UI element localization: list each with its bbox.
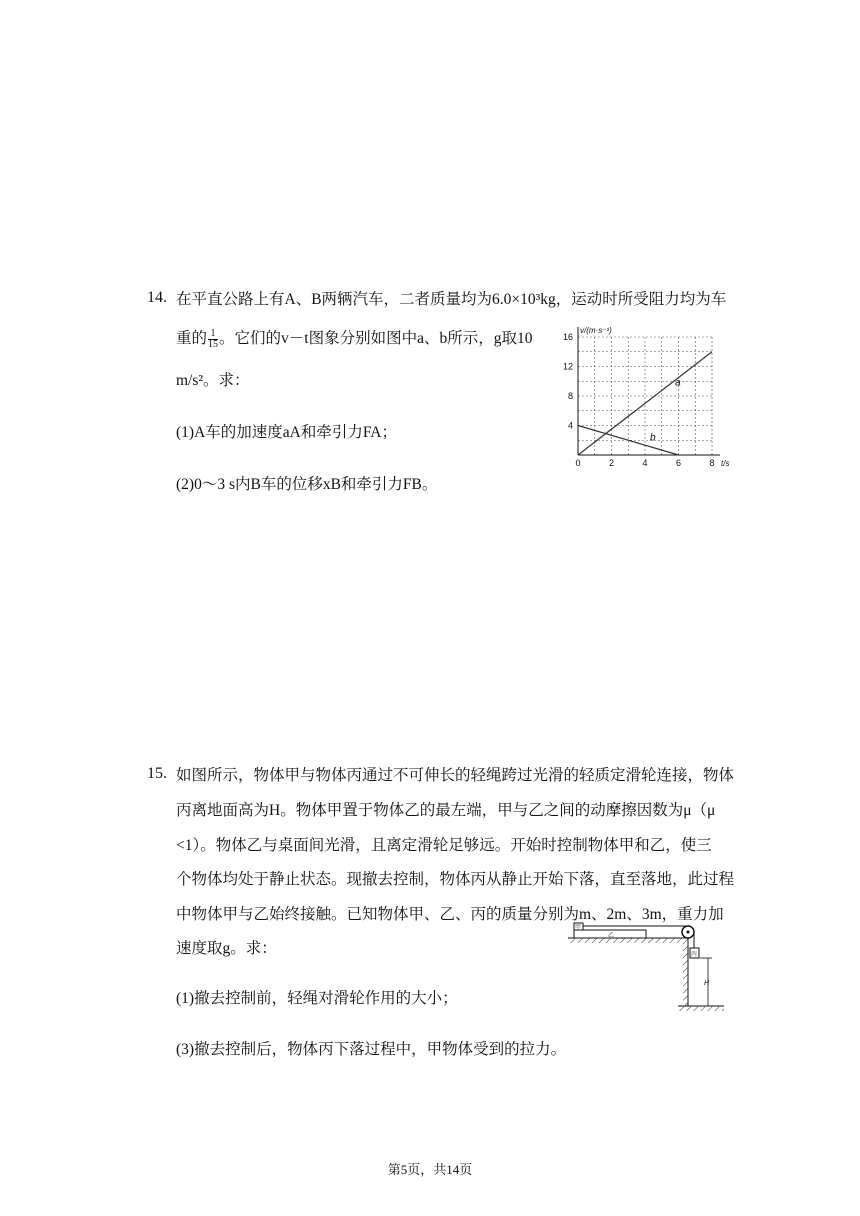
chart-series bbox=[578, 352, 712, 455]
q15-line-6: 速度取g。求： bbox=[176, 940, 277, 957]
pulley-diagram bbox=[560, 918, 726, 1014]
series-label-a: a bbox=[675, 377, 681, 389]
q14-line-1: 在平直公路上有A、B两辆汽车，二者质量均为6.0×10³kg，运动时所受阻力均为车 bbox=[176, 291, 727, 308]
x-axis-label: t/s bbox=[721, 459, 730, 468]
y-axis-label: v/(m·s⁻¹) bbox=[580, 326, 612, 335]
label-bing: 丙 bbox=[691, 952, 698, 958]
x-tick-label: 2 bbox=[608, 458, 615, 468]
q14-line-2-suffix: 。它们的v－t图象分别如图中a、b所示，g取10 bbox=[219, 330, 533, 347]
question-14-number: 14. bbox=[147, 289, 167, 306]
table-edge-hatch bbox=[683, 943, 688, 1006]
fraction-numerator: 1 bbox=[208, 329, 218, 340]
page-footer: 第5页，共14页 bbox=[387, 1162, 473, 1177]
q15-part-1: (1)撤去控制前，轻绳对滑轮作用的大小； bbox=[176, 990, 458, 1007]
q14-line-2-prefix: 重的 bbox=[176, 330, 208, 347]
question-15-number: 15. bbox=[147, 765, 167, 782]
label-jia: 甲 bbox=[575, 925, 582, 931]
q14-part-2: (2)0～3 s内B车的位移xB和牵引力FB。 bbox=[176, 476, 438, 493]
series-label-b: b bbox=[650, 432, 656, 444]
fraction-one-fifteenth bbox=[208, 329, 218, 350]
label-yi: 乙 bbox=[608, 933, 615, 939]
q15-line-1: 如图所示，物体甲与物体丙通过不可伸长的轻绳跨过光滑的轻质定滑轮连接，物体 bbox=[176, 767, 735, 784]
q15-part-3: (3)撤去控制后，物体丙下落过程中，甲物体受到的拉力。 bbox=[176, 1041, 567, 1058]
x-tick-label: 4 bbox=[642, 458, 648, 468]
fraction-denominator: 15 bbox=[208, 338, 219, 350]
x-tick-label: 6 bbox=[675, 458, 682, 468]
ground-hatch bbox=[678, 1006, 724, 1011]
q14-line-3: m/s²。求： bbox=[176, 372, 250, 389]
x-tick-label: 0 bbox=[575, 458, 581, 468]
pulley-axle bbox=[687, 931, 690, 934]
y-tick-label: 12 bbox=[562, 361, 573, 372]
chart-axes bbox=[578, 327, 720, 455]
q15-line-5: 中物体甲与乙始终接触。已知物体甲、乙、丙的质量分别为m、2m、3m，重力加 bbox=[176, 906, 724, 923]
table-surface bbox=[568, 938, 688, 943]
y-tick-label: 16 bbox=[562, 332, 573, 342]
label-height-H: H bbox=[704, 980, 710, 987]
q14-part-1: (1)A车的加速度aA和牵引力FA； bbox=[176, 424, 398, 441]
series-line-a bbox=[578, 352, 712, 455]
chart-grid bbox=[578, 337, 712, 455]
y-tick-label: 4 bbox=[567, 420, 573, 431]
q15-line-2: 丙离地面高为H。物体甲置于物体乙的最左端，甲与乙之间的动摩擦因数为μ（μ bbox=[176, 802, 716, 819]
q14-line-2 bbox=[176, 328, 532, 350]
q15-line-3: <1）。物体乙与桌面间光滑，且离定滑轮足够远。开始时控制物体甲和乙，使三 bbox=[176, 837, 712, 854]
x-tick-label: 8 bbox=[709, 458, 715, 468]
q15-line-4: 个物体均处于静止状态。现撤去控制，物体丙从静止开始下落，直至落地，此过程 bbox=[176, 871, 735, 888]
velocity-time-chart bbox=[548, 318, 728, 470]
y-tick-label: 8 bbox=[567, 391, 573, 401]
